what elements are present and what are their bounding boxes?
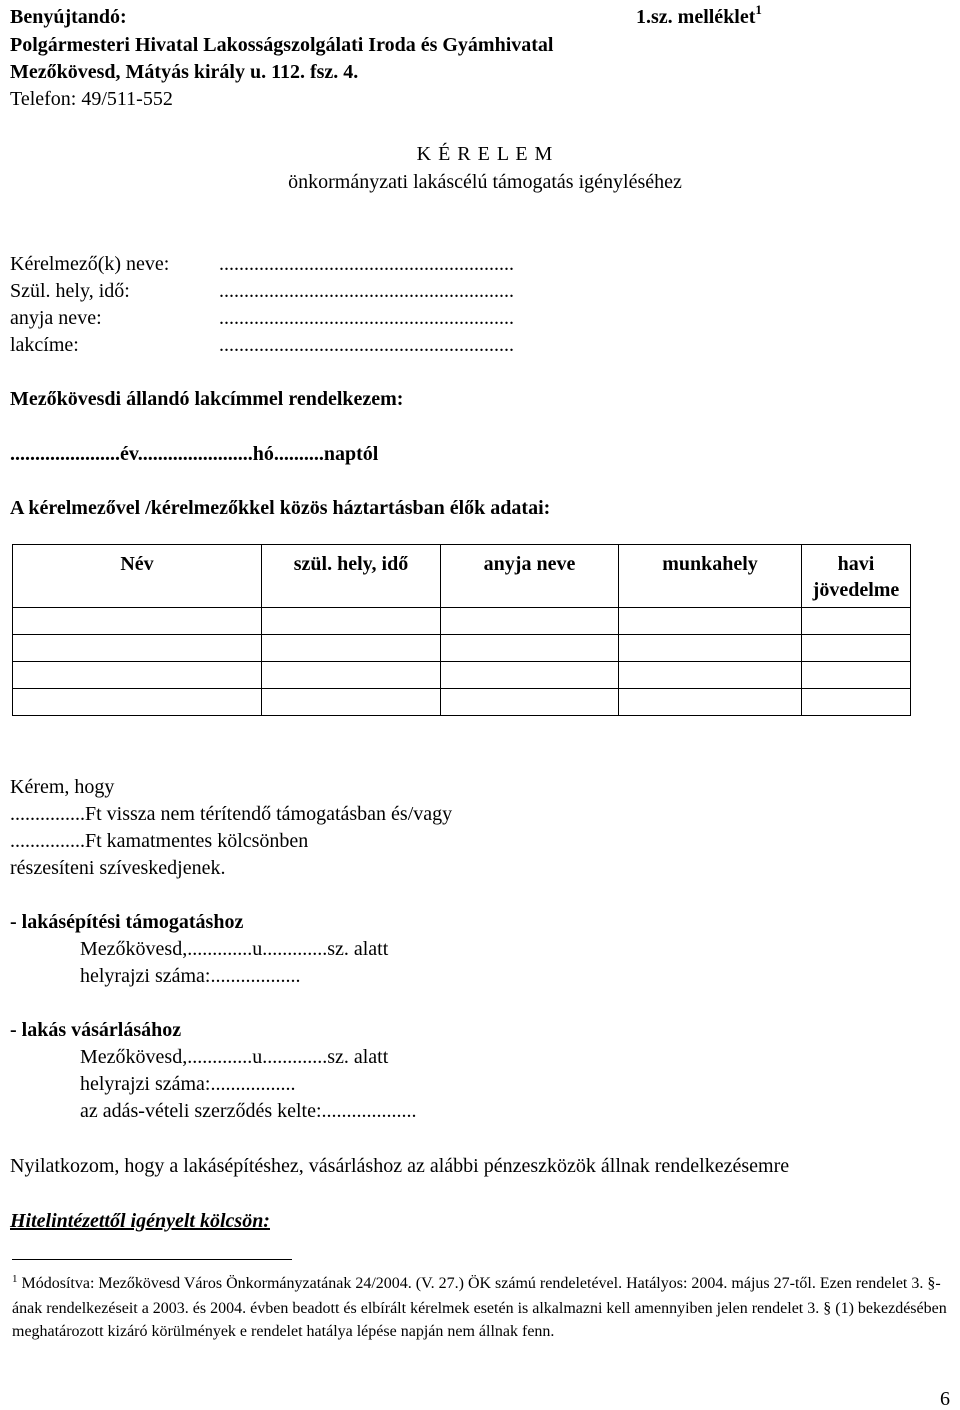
page-number: 6 xyxy=(940,1388,950,1410)
table-cell[interactable] xyxy=(13,635,262,662)
table-cell[interactable] xyxy=(441,608,619,635)
document-title: K É R E L E M xyxy=(416,143,554,165)
table-cell[interactable] xyxy=(619,689,802,716)
request-closing: részesíteni szíveskedjenek. xyxy=(10,857,226,879)
applicant-name-value[interactable]: ........................................................... xyxy=(219,253,514,275)
purchase-heading: - lakás vásárlásához xyxy=(10,1019,182,1041)
column-header-name: Név xyxy=(13,545,262,608)
table-cell[interactable] xyxy=(619,608,802,635)
mother-name-value[interactable]: ........................................................... xyxy=(219,307,514,329)
table-cell[interactable] xyxy=(262,689,441,716)
table-row xyxy=(13,608,911,635)
footnote xyxy=(12,1272,947,1343)
birth-place-date-label: Szül. hely, idő: xyxy=(10,280,130,302)
footnote-number: 1 xyxy=(12,1273,18,1285)
table-cell[interactable] xyxy=(802,608,911,635)
contract-date[interactable]: az adás-vételi szerződés kelte:................... xyxy=(80,1100,417,1122)
table-cell[interactable] xyxy=(13,608,262,635)
column-header-workplace: munkahely xyxy=(619,545,802,608)
table-row xyxy=(13,635,911,662)
table-cell[interactable] xyxy=(441,662,619,689)
office-name: Polgármesteri Hivatal Lakosságszolgálati Iroda és Gyámhivatal xyxy=(10,34,554,56)
request-intro: Kérem, hogy xyxy=(10,776,115,798)
household-table xyxy=(12,544,911,716)
address-value[interactable]: ........................................................... xyxy=(219,334,514,356)
purchase-address[interactable]: Mezőkövesd,.............u.............sz. alatt xyxy=(80,1046,389,1068)
table-cell[interactable] xyxy=(262,662,441,689)
applicant-name-label: Kérelmező(k) neve: xyxy=(10,253,170,275)
table-cell[interactable] xyxy=(262,635,441,662)
table-row xyxy=(13,689,911,716)
document-subtitle: önkormányzati lakáscélú támogatás igényléséhez xyxy=(288,171,682,193)
birth-place-date-value[interactable]: ........................................................... xyxy=(219,280,514,302)
household-heading: A kérelmezővel /kérelmezőkkel közös háztartásban élők adatai: xyxy=(10,497,551,519)
residence-since[interactable]: ......................év.......................hó..........naptól xyxy=(10,443,379,465)
column-header-income: havi jövedelme xyxy=(802,545,911,608)
table-cell[interactable] xyxy=(619,635,802,662)
column-header-birth: szül. hely, idő xyxy=(262,545,441,608)
office-phone: Telefon: 49/511-552 xyxy=(10,88,173,110)
table-cell[interactable] xyxy=(802,662,911,689)
column-header-mother: anyja neve xyxy=(441,545,619,608)
table-header-row xyxy=(13,545,911,608)
loan-heading: Hitelintézettől igényelt kölcsön: xyxy=(10,1210,270,1232)
table-cell[interactable] xyxy=(802,635,911,662)
table-cell[interactable] xyxy=(13,662,262,689)
office-address: Mezőkövesd, Mátyás király u. 112. fsz. 4. xyxy=(10,61,359,83)
footnote-separator xyxy=(12,1259,292,1260)
annex-label: 1.sz. melléklet$^1$ xyxy=(636,2,762,28)
construction-heading: - lakásépítési támogatáshoz xyxy=(10,911,244,933)
table-cell[interactable] xyxy=(802,689,911,716)
table-cell[interactable] xyxy=(13,689,262,716)
grant-amount-line[interactable]: ...............Ft vissza nem térítendő támogatásban és/vagy xyxy=(10,803,453,825)
table-row xyxy=(13,662,911,689)
loan-amount-line[interactable]: ...............Ft kamatmentes kölcsönben xyxy=(10,830,309,852)
funds-declaration: Nyilatkozom, hogy a lakásépítéshez, vásárláshoz az alábbi pénzeszközök állnak rendelkezésemre xyxy=(10,1155,790,1177)
permanent-address-statement: Mezőkövesdi állandó lakcímmel rendelkezem: xyxy=(10,388,404,410)
table-cell[interactable] xyxy=(619,662,802,689)
submit-label: Benyújtandó: xyxy=(10,6,127,28)
footnote-reference: 1 xyxy=(755,2,762,17)
purchase-plot-number[interactable]: helyrajzi száma:................. xyxy=(80,1073,296,1095)
table-cell[interactable] xyxy=(441,689,619,716)
table-cell[interactable] xyxy=(441,635,619,662)
footnote-text: Módosítva: Mezőkövesd Város Önkormányzatának 24/2004. (V. 27.) ÖK számú rendeletével. Hatályos: 2004. május 27-től. Ezen rendelet 3. §-ának rendelkezéseit a 2003. és 2004. évben beadott és elbírált kérelmek esetén is alkalmazni kell amennyiben jelen rendelet 3. § (1) bekezdésében meghatározott kizáró körülmények e rendelet hatálya lépése napján nem állnak fenn. xyxy=(12,1275,947,1340)
mother-name-label: anyja neve: xyxy=(10,307,102,329)
construction-address[interactable]: Mezőkövesd,.............u.............sz. alatt xyxy=(80,938,389,960)
table-cell[interactable] xyxy=(262,608,441,635)
construction-plot-number[interactable]: helyrajzi száma:.................. xyxy=(80,965,301,987)
address-label: lakcíme: xyxy=(10,334,79,356)
